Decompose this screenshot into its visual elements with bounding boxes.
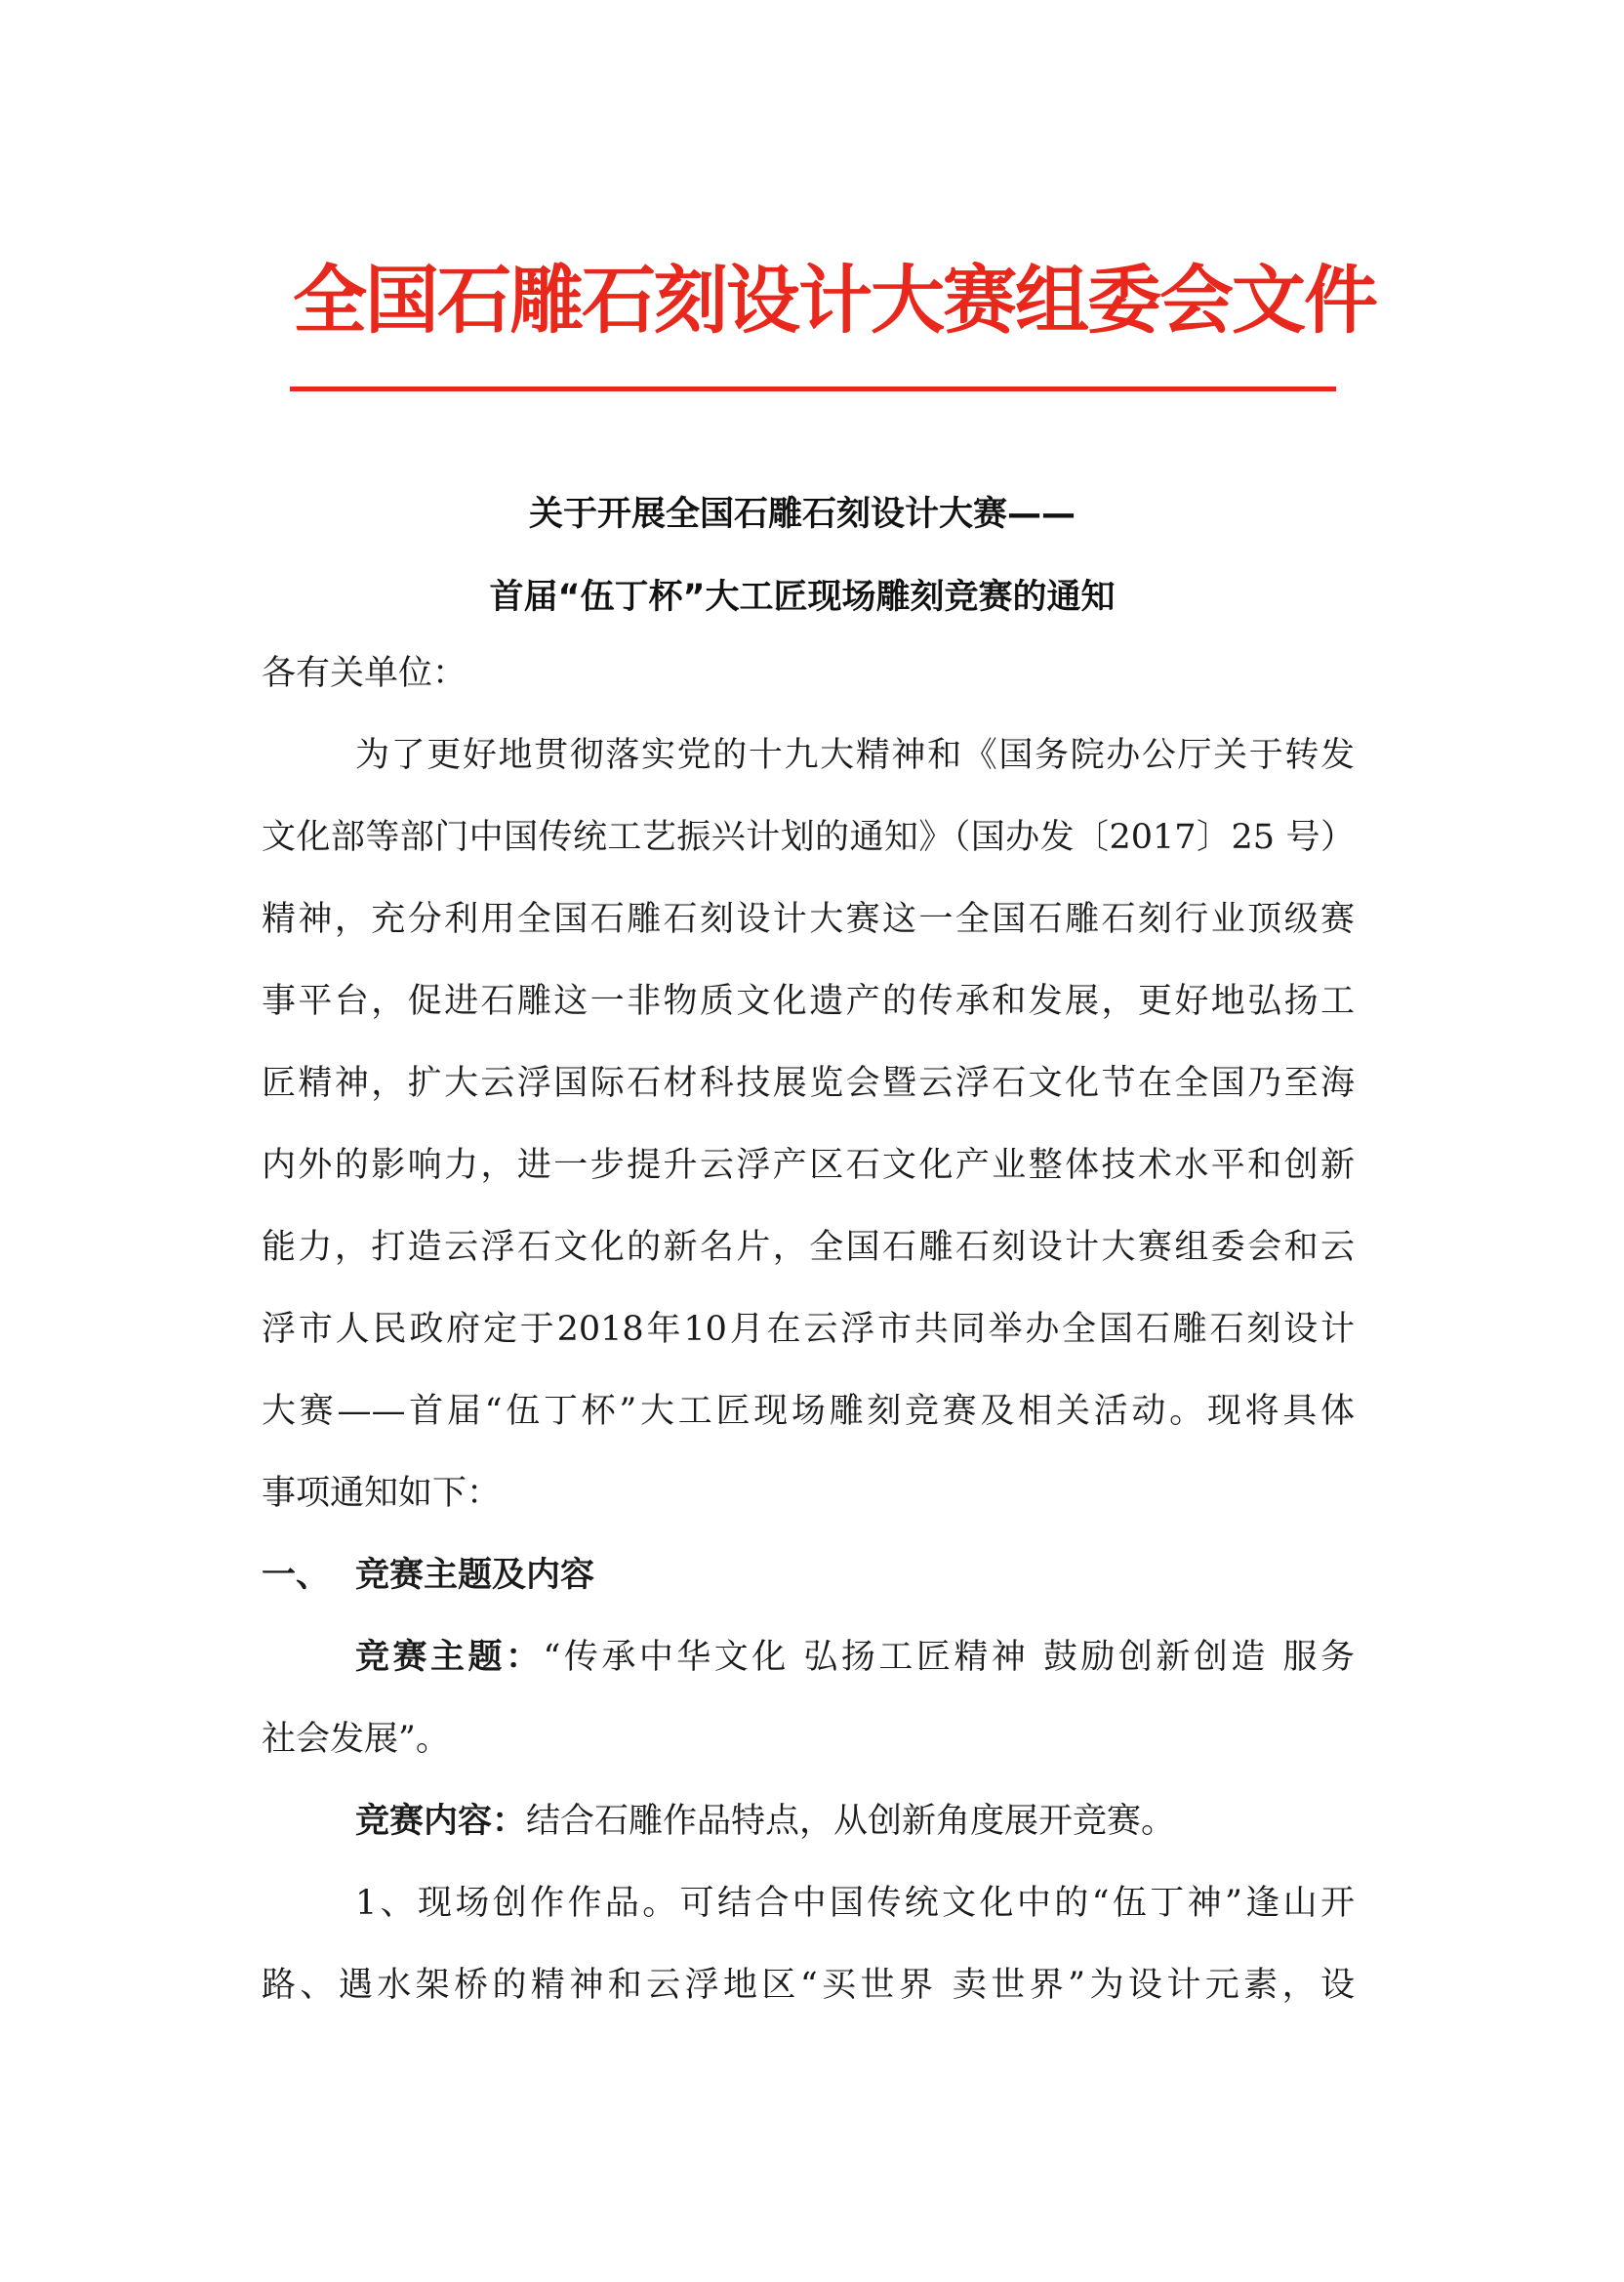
intro-line: 浮市人民政府定于2018年10月在云浮市共同举办全国石雕石刻设计 — [262, 1310, 1355, 1349]
content-text: 结合石雕作品特点，从创新角度展开竞赛。 — [526, 1802, 1176, 1841]
theme-line — [262, 1616, 1355, 1698]
section-title: 竞赛主题及内容 — [355, 1556, 595, 1595]
content-paragraph — [262, 1780, 1355, 1862]
item-1-line: 1、现场创作作品。可结合中国传统文化中的“伍丁神”逢山开 — [355, 1884, 1355, 1923]
section-heading — [262, 1534, 1355, 1616]
intro-line: 能力，打造云浮石文化的新名片，全国石雕石刻设计大赛组委会和云 — [262, 1228, 1355, 1267]
intro-line: 精神，充分利用全国石雕石刻设计大赛这一全国石雕石刻行业顶级赛 — [262, 900, 1355, 939]
theme-line: 社会发展”。 — [262, 1720, 450, 1759]
intro-line: 为了更好地贯彻落实党的十九大精神和《国务院办公厅关于转发 — [355, 736, 1355, 775]
theme-label: 竞赛主题： — [355, 1638, 544, 1677]
intro-line: 匠精神，扩大云浮国际石材科技展览会暨云浮石文化节在全国乃至海 — [262, 1064, 1355, 1103]
item-1-paragraph — [262, 1862, 1355, 2026]
intro-line: 文化部等部门中国传统工艺振兴计划的通知》（国办发〔2017〕25 号） — [262, 818, 1355, 857]
content-label: 竞赛内容： — [355, 1802, 527, 1841]
notice-title-line-1: 关于开展全国石雕石刻设计大赛—— — [528, 495, 1076, 534]
notice-title-line-2: 首届“伍丁杯”大工匠现场雕刻竞赛的通知 — [489, 578, 1116, 617]
intro-paragraph — [262, 714, 1355, 1534]
document-header-title: 全国石雕石刻设计大赛组委会文件 — [293, 257, 1376, 344]
content-line — [262, 1780, 1355, 1862]
intro-line: 大赛——首届“伍丁杯”大工匠现场雕刻竞赛及相关活动。现将具体 — [262, 1392, 1355, 1431]
document-body — [262, 632, 1355, 2026]
salutation: 各有关单位： — [262, 654, 467, 693]
theme-paragraph — [262, 1616, 1355, 1780]
item-1-line: 路、遇水架桥的精神和云浮地区“买世界 卖世界”为设计元素，设 — [262, 1966, 1355, 2005]
theme-text: “传承中华文化 弘扬工匠精神 鼓励创新创造 服务 — [543, 1638, 1355, 1677]
intro-line: 事平台，促进石雕这一非物质文化遗产的传承和发展，更好地弘扬工 — [262, 982, 1355, 1021]
intro-line: 事项通知如下： — [262, 1474, 502, 1513]
header-divider — [290, 387, 1336, 391]
intro-line: 内外的影响力，进一步提升云浮产区石文化产业整体技术水平和创新 — [262, 1146, 1355, 1185]
section-number: 一、 — [262, 1556, 331, 1595]
